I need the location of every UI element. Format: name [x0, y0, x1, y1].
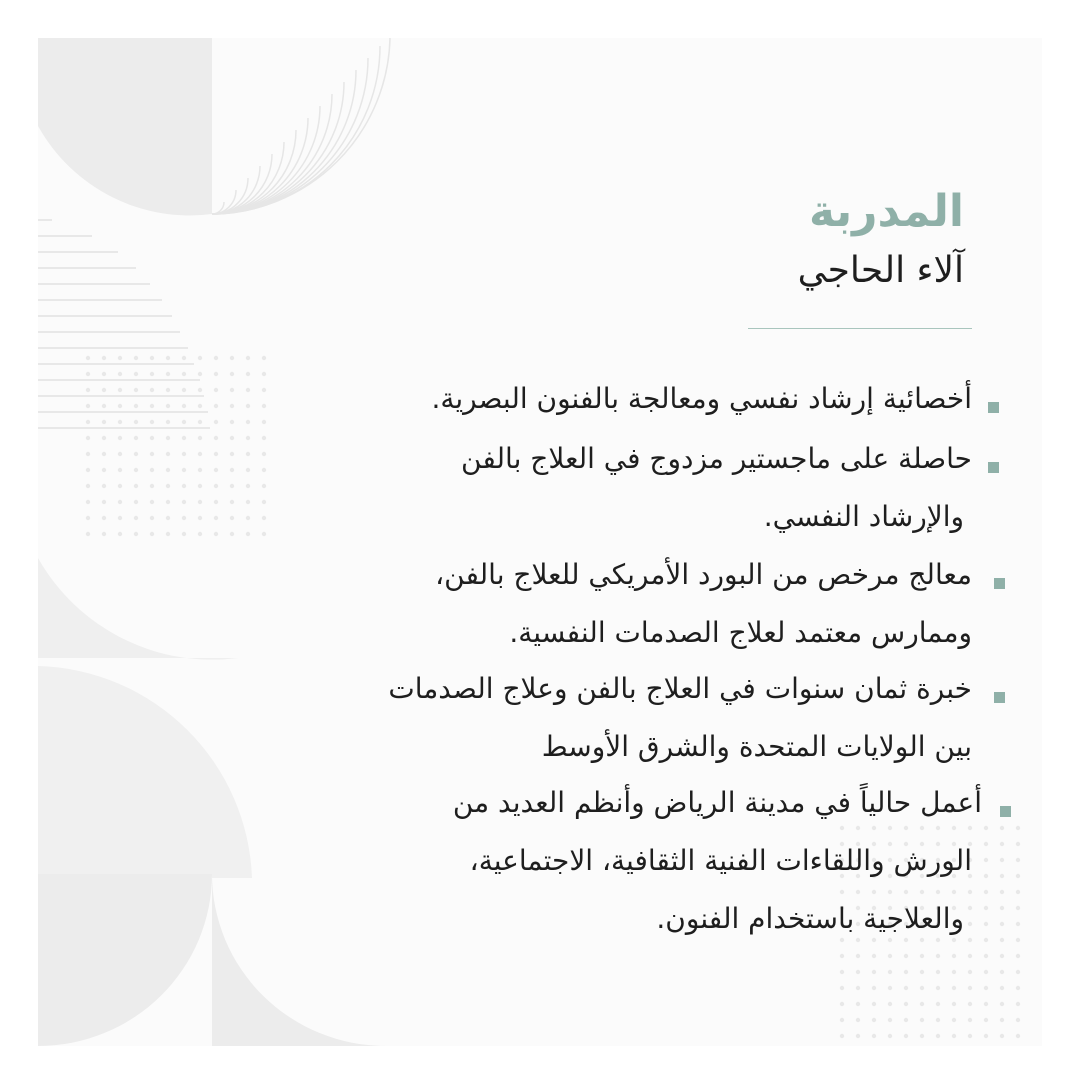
bullet-marker — [988, 402, 999, 413]
left-stripes-pattern — [38, 220, 210, 428]
bullet-marker — [988, 462, 999, 473]
bottom-left-curve-fill — [212, 874, 386, 1046]
bullet-marker — [994, 578, 1005, 589]
bio-item-line: معالج مرخص من البورد الأمريكي للعلاج بالفن، — [435, 558, 972, 591]
bio-item-line: حاصلة على ماجستير مزدوج في العلاج بالفن — [461, 442, 972, 475]
bio-item-line: أخصائية إرشاد نفسي ومعالجة بالفنون البصرية. — [431, 382, 972, 415]
bio-item-line: والعلاجية باستخدام الفنون. — [656, 902, 964, 935]
left-middle-shape — [38, 558, 238, 660]
bio-item-line: وممارس معتمد لعلاج الصدمات النفسية. — [509, 616, 972, 649]
bullet-marker — [994, 692, 1005, 703]
bio-card — [38, 38, 1042, 1046]
bio-item-line: والإرشاد النفسي. — [763, 500, 964, 533]
bio-item-line: أعمل حالياً في مدينة الرياض وأنظم العديد من — [452, 786, 982, 819]
bio-item-line: خبرة ثمان سنوات في العلاج بالفن وعلاج الصدمات — [388, 672, 972, 705]
top-arcs-pattern — [212, 38, 390, 214]
top-left-circle-shape — [38, 38, 212, 215]
left-lower-shape — [38, 666, 252, 878]
bio-item-line: بين الولايات المتحدة والشرق الأوسط — [541, 730, 972, 763]
header-divider — [748, 328, 972, 329]
bio-item-line: الورش واللقاءات الفنية الثقافية، الاجتماعية، — [469, 844, 972, 877]
left-dots-pattern — [86, 356, 266, 536]
trainer-name: آلاء الحاجي — [797, 250, 964, 291]
bullet-marker — [1000, 806, 1011, 817]
section-title: المدربة — [808, 186, 964, 237]
